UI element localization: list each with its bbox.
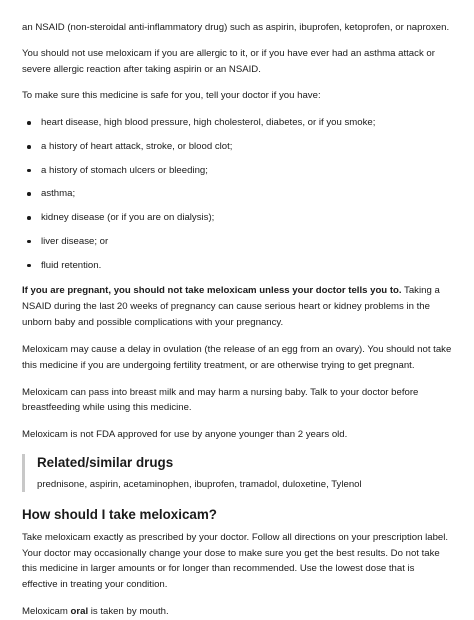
bullet-icon xyxy=(27,240,31,244)
pregnancy-warning-bold: If you are pregnant, you should not take meloxicam unless your doctor tells you to. xyxy=(22,285,402,297)
list-item xyxy=(22,186,452,202)
list-item-text: kidney disease (or if you are on dialysis); xyxy=(41,212,215,224)
bullet-icon xyxy=(27,216,31,220)
nsaid-paragraph: an NSAID (non-steroidal anti-inflammatory drug) such as aspirin, ibuprofen, ketoprofen, or naproxen. xyxy=(22,22,450,33)
bullet-icon xyxy=(27,145,31,149)
prescribed-use-paragraph: Take meloxicam exactly as prescribed by your doctor. Follow all directions on your prescription label. Your doctor may occasionally change your dose to make sure you get the best results. Do not take this medicine in larger amounts or for longer than recommended. Use the lowest dose that is effective in treating your condition. xyxy=(22,531,449,591)
bullet-icon xyxy=(27,169,31,173)
list-item-text: heart disease, high blood pressure, high cholesterol, diabetes, or if you smoke; xyxy=(41,117,376,129)
related-drugs-heading: Related/similar drugs xyxy=(37,455,174,471)
list-item-text: fluid retention. xyxy=(41,259,102,271)
fda-age-paragraph: Meloxicam is not FDA approved for use by anyone younger than 2 years old. xyxy=(22,429,348,441)
safety-intro-paragraph: To make sure this medicine is safe for you, tell your doctor if you have: xyxy=(22,90,321,102)
list-item xyxy=(22,115,452,131)
oral-suffix: is taken by mouth. xyxy=(88,606,169,618)
list-item-text: asthma; xyxy=(41,188,76,200)
list-item xyxy=(22,234,452,250)
how-to-take-heading: How should I take meloxicam? xyxy=(22,507,217,523)
list-item xyxy=(22,139,452,155)
bullet-icon xyxy=(27,264,31,268)
bullet-icon xyxy=(27,192,31,196)
related-drugs-box xyxy=(22,454,452,492)
allergy-warning-paragraph: You should not use meloxicam if you are allergic to it, or if you have ever had an asthma attack or severe allergic reaction after taking aspirin or an NSAID. xyxy=(22,47,435,75)
oral-route-paragraph xyxy=(22,604,452,620)
pregnancy-warning-text: Taking a NSAID during the last 20 weeks of pregnancy can cause serious heart or kidney problems in the unborn baby and possible complications with your pregnancy. xyxy=(22,285,440,329)
ovulation-paragraph: Meloxicam may cause a delay in ovulation (the release of an egg from an ovary). You should not take this medicine if you are undergoing fertility treatment, or are otherwise trying to get pregnant. xyxy=(22,343,452,371)
list-item xyxy=(22,210,452,226)
bullet-icon xyxy=(27,121,31,125)
breastfeeding-paragraph: Meloxicam can pass into breast milk and may harm a nursing baby. Talk to your doctor before breastfeeding while using this medicine. xyxy=(22,386,419,414)
list-item-text: a history of stomach ulcers or bleeding; xyxy=(41,164,208,176)
oral-prefix: Meloxicam xyxy=(22,606,71,618)
list-item xyxy=(22,163,452,179)
pregnancy-paragraph xyxy=(22,283,452,330)
conditions-list xyxy=(22,115,452,273)
list-item-text: a history of heart attack, stroke, or blood clot; xyxy=(41,141,233,153)
oral-bold: oral xyxy=(70,606,89,618)
related-drugs-list[interactable]: prednisone, aspirin, acetaminophen, ibuprofen, tramadol, duloxetine, Tylenol xyxy=(37,478,362,490)
list-item xyxy=(22,258,452,274)
list-item-text: liver disease; or xyxy=(41,235,109,247)
